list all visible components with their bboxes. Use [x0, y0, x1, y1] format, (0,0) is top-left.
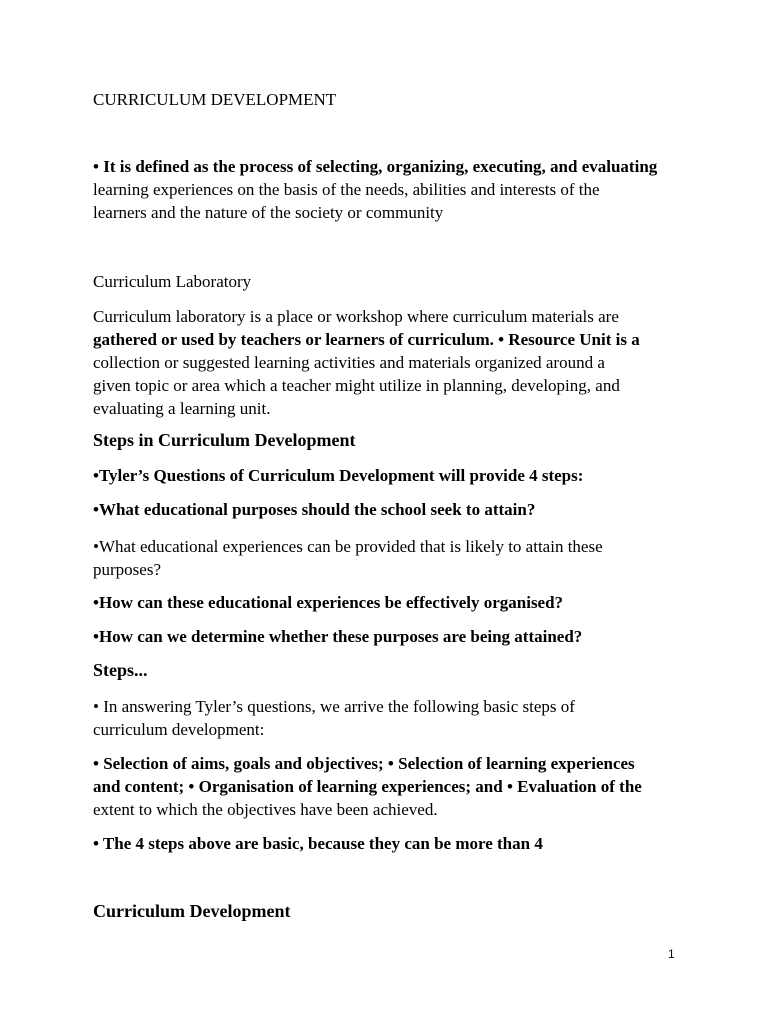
steps-sub-heading: Steps...	[93, 660, 148, 680]
document-title: CURRICULUM DEVELOPMENT	[93, 90, 337, 109]
lab-line-3: collection or suggested learning activities and materials organized around a	[93, 353, 605, 372]
tyler-intro: •Tyler’s Questions of Curriculum Development will provide 4 steps:	[93, 466, 584, 485]
basic-steps-line-3: extent to which the objectives have been achieved.	[93, 800, 438, 819]
question-3: •How can these educational experiences be effectively organised?	[93, 593, 564, 612]
final-heading: Curriculum Development	[93, 901, 291, 921]
lab-line-4: given topic or area which a teacher might utilize in planning, developing, and	[93, 376, 620, 395]
definition-line-3: learners and the nature of the society or community	[93, 203, 444, 222]
note-line: • The 4 steps above are basic, because they can be more than 4	[93, 834, 543, 853]
page-number: 1	[668, 947, 675, 961]
lab-line-2: gathered or used by teachers or learners of curriculum. • Resource Unit is a	[93, 330, 640, 349]
definition-line-1: • It is defined as the process of selecting, organizing, executing, and evaluating	[93, 157, 658, 176]
lab-title: Curriculum Laboratory	[93, 272, 252, 291]
lab-line-1: Curriculum laboratory is a place or workshop where curriculum materials are	[93, 307, 619, 326]
answer-line-1: • In answering Tyler’s questions, we arrive the following basic steps of	[93, 697, 575, 716]
question-2-line-1: •What educational experiences can be provided that is likely to attain these	[93, 537, 603, 556]
basic-steps-line-2: and content; • Organisation of learning experiences; and • Evaluation of the	[93, 777, 642, 796]
answer-line-2: curriculum development:	[93, 720, 265, 739]
question-1: •What educational purposes should the school seek to attain?	[93, 500, 536, 519]
question-2-line-2: purposes?	[93, 560, 161, 579]
basic-steps-line-1: • Selection of aims, goals and objectives; • Selection of learning experiences	[93, 754, 635, 773]
definition-line-2: learning experiences on the basis of the needs, abilities and interests of the	[93, 180, 600, 199]
lab-line-5: evaluating a learning unit.	[93, 399, 271, 418]
steps-heading: Steps in Curriculum Development	[93, 430, 356, 450]
question-4: •How can we determine whether these purposes are being attained?	[93, 627, 583, 646]
